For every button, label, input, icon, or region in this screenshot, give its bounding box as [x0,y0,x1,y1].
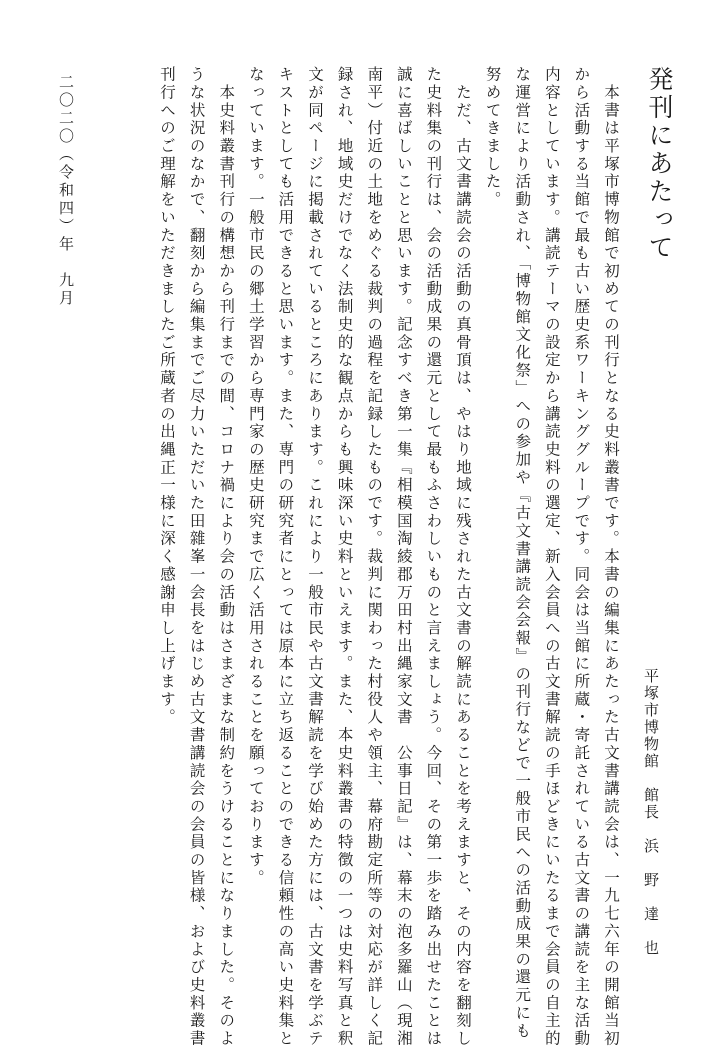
signature-position: 館長 [642,787,660,821]
signature-org: 平塚市博物館 [642,668,660,770]
signature-name: 浜 野 達 也 [642,838,660,957]
page-title: 発刊にあたって [645,66,674,262]
publication-date: 二〇二〇（令和四）年 九月 [57,74,75,308]
body-line: 録され、地域史だけでなく法制史的な観点からも興味深い史料といえます。また、本史料叢書の特徴の一つは史料写真と釈 [335,66,354,1048]
body-line: 南平）付近の土地をめぐる裁判の過程を記録したものです。裁判に関わった村役人や領主、幕府勘定所等の対応が詳しく記 [365,66,384,1048]
body-line: から活動する当館で最も古い歴史系ワーキンググループです。同会は当館に所蔵・寄託されている古文書の講読を主な活動 [572,66,591,1048]
body-line: 刊行へのご理解をいただきましたご所蔵者の出縄正一様に深く感謝申し上げます。 [158,66,176,727]
body-line: キストとしても活用できると思います。また、専門の研究者にとっては原本に立ち返ることのできる信頼性の高い史料集と [276,66,295,1048]
body-line: 文が同ページに掲載されているところにあります。これにより一般市民や古文書解読を学び始めた方には、古文書を学ぶテ [306,66,324,1048]
body-line: うな状況のなかで、翻刻から編集までご尽力いただいた田雜峯一会長をはじめ古文書講読会の会員の皆様、および史料叢書 [187,66,206,1048]
body-line: 本書は平塚市博物館で初めての刊行となる史料叢書です。本書の編集にあたった古文書講読会は、一九七六年の開館当初 [602,66,620,1048]
body-line: ただ、古文書講読会の活動の真骨頂は、やはり地域に残された古文書の解読にあることを考えますと、その内容を翻刻し [454,66,472,1048]
signature-block [643,668,658,957]
body-line: 努めてきました。 [483,66,502,209]
body-line: 誠に喜ばしいことと思います。記念すべき第一集『相模国淘綾郡万田村出縄家文書 公事日記』は、幕末の泡多羅山（現湘 [394,66,413,1048]
body-line: な運営により活動され、「博物館文化祭」への参加や『古文書講読会会報』の刊行などで一般市民への活動成果の還元にも [513,66,532,1040]
body-line: なっています。一般市民の郷土学習から専門家の歴史研究まで広く活用されることを願っております。 [246,66,265,888]
body-line: た史料集の刊行は、会の活動成果の還元として最もふさわしいものと言えましょう。今回、その第一歩を踏み出せたことは [424,66,443,1048]
body-line: 本史料叢書刊行の構想から刊行までの間、コロナ禍により会の活動はさまざまな制約をうけることになりました。そのよ [217,66,236,1048]
body-line: 内容としています。講読テーマの設定から講読史料の選定、新入会員への古文書解読の手ほどきにいたるまで会員の自主的 [542,66,561,1048]
